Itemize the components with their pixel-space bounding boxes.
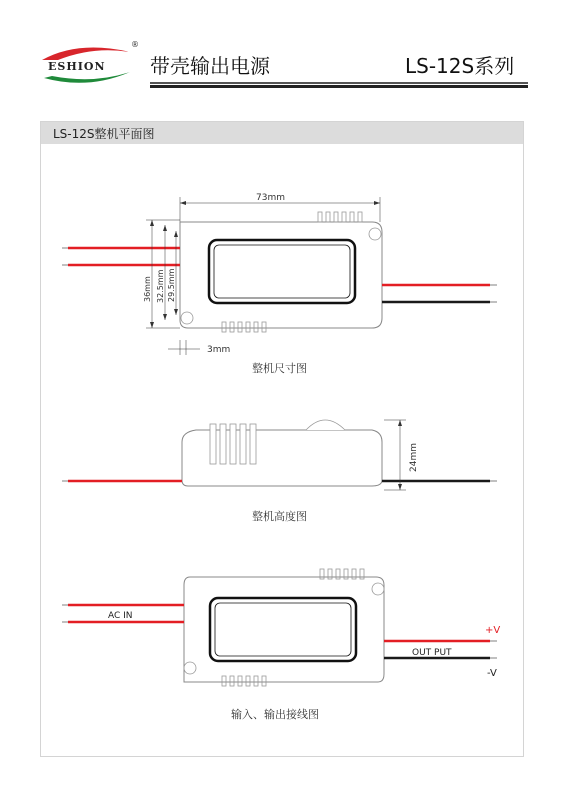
dimension-figure	[62, 197, 497, 355]
dim-29-5mm-label: 29.5mm	[167, 268, 176, 302]
positive-terminal-label: +V	[485, 625, 501, 636]
series-title: LS-12S系列	[405, 54, 515, 78]
height-figure-caption: 整机高度图	[252, 510, 307, 523]
dim-24mm-label: 24mm	[409, 443, 419, 472]
registered-mark: ®	[131, 40, 139, 49]
height-figure	[62, 420, 497, 490]
logo-wordmark: ESHION	[48, 60, 106, 73]
dimension-figure-caption: 整机尺寸图	[252, 362, 307, 375]
wiring-figure-caption: 输入、输出接线图	[231, 708, 319, 721]
dim-36mm-label: 36mm	[143, 276, 152, 302]
ac-in-label: AC IN	[108, 611, 133, 621]
output-label: OUT PUT	[412, 648, 452, 658]
product-category-title: 带壳输出电源	[150, 54, 270, 78]
dim-3mm-label: 3mm	[207, 345, 231, 355]
wiring-figure	[62, 569, 497, 686]
negative-terminal-label: -V	[487, 668, 497, 679]
panel-title: LS-12S整机平面图	[53, 127, 155, 141]
dim-32-5mm-label: 32.5mm	[156, 269, 165, 303]
dim-length-label: 73mm	[256, 193, 285, 203]
